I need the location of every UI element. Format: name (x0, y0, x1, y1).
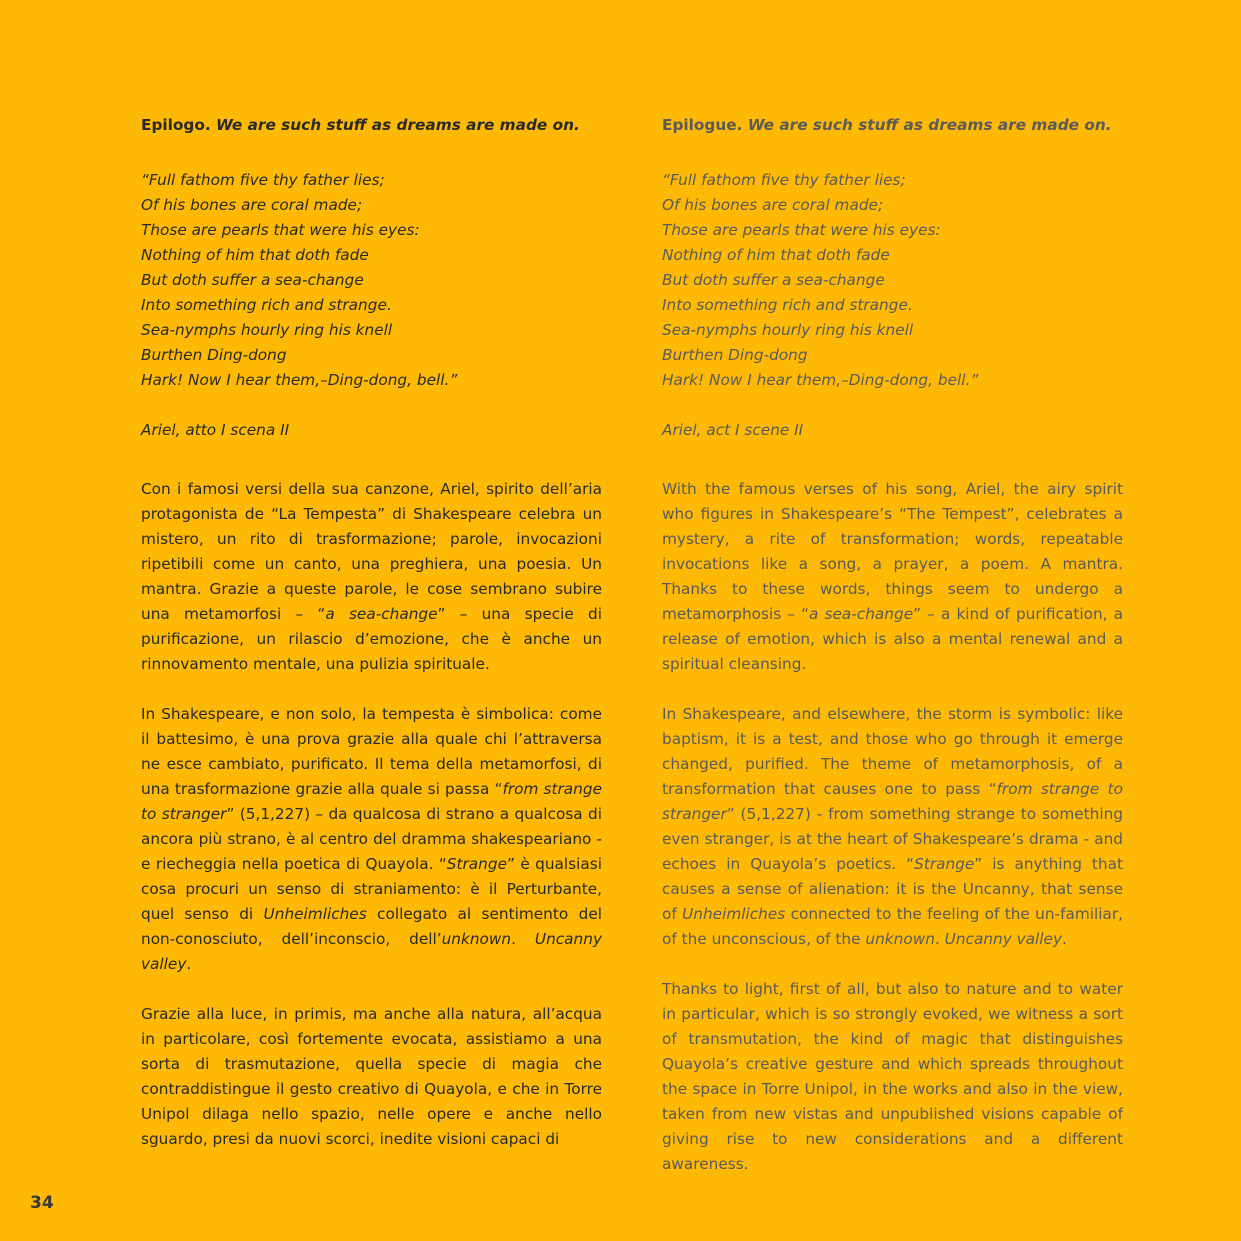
paragraph-2 (662, 702, 1123, 952)
text-run: ” – a kind of purification, a release of emotion, which is also a mental renewal and a spiritual cleansing. (662, 605, 1124, 673)
italic-run: from strange to stranger (662, 780, 1123, 823)
text-run: . (186, 955, 192, 973)
page-number: 34 (30, 1193, 54, 1213)
english-column (662, 113, 1123, 1177)
poem-line: Into something rich and strange. (141, 296, 392, 314)
text-run: . (511, 930, 535, 948)
italic-run: a sea-change (325, 605, 438, 623)
poem-line: Into something rich and strange. (662, 296, 913, 314)
poem-line: Hark! Now I hear them,–Ding-dong, bell.” (141, 371, 458, 389)
paragraph-2 (141, 702, 602, 977)
poem-line: Of his bones are coral made; (141, 196, 363, 214)
italic-run: Strange (914, 855, 975, 873)
poem-line: Nothing of him that doth fade (662, 246, 890, 264)
italic-run: unknown (441, 930, 512, 948)
poem-line: Burthen Ding-dong (141, 346, 287, 364)
poem-line: But doth suffer a sea-change (141, 271, 364, 289)
epilogue-heading (662, 113, 1123, 138)
text-run: collegato al sentimento del non-conosciuto, dell’inconscio, dell’ (141, 905, 602, 948)
poem-line: Those are pearls that were his eyes: (141, 221, 420, 239)
italian-column (141, 113, 602, 1152)
text-run: ” (5,1,227) – da qualcosa di strano a qualcosa di ancora più strano, è al centro del dramma shakespeariano - e riecheggia nella poetica di Quayola. “ (141, 805, 602, 873)
poem-line: Those are pearls that were his eyes: (662, 221, 941, 239)
italic-run: Unheimliches (263, 905, 367, 923)
poem-line: “Full fathom five thy father lies; (141, 171, 385, 189)
text-run: ” is anything that causes a sense of alienation: it is the Uncanny, that sense of (662, 855, 1123, 923)
italic-run: Uncanny valley (141, 930, 602, 973)
poem-line: Nothing of him that doth fade (141, 246, 369, 264)
epilogue-heading (141, 113, 602, 138)
poem-line: But doth suffer a sea-change (662, 271, 885, 289)
poem-line: Hark! Now I hear them,–Ding-dong, bell.” (662, 371, 979, 389)
heading-motto: We are such stuff as dreams are made on. (216, 116, 580, 134)
text-run: Con i famosi versi della sua canzone, Ariel, spirito dell’aria protagonista de “La Tempesta” di Shakespeare celebra un mistero, un rito di trasformazione; parole, invocazioni ripetibili come un canto, una preghiera, una poesia. Un mantra. Grazie a queste parole, le cose sembrano subire una metamorfosi – “ (141, 480, 602, 623)
poem (141, 168, 602, 393)
text-run: ” (5,1,227) - from something strange to something even stranger, is at the heart of Shakespeare’s drama - and echoes in Quayola’s poetics. “ (662, 805, 1123, 873)
italic-run: a sea-change (809, 605, 914, 623)
italic-run: Uncanny valley (944, 930, 1063, 948)
text-run: ” – una specie di purificazione, un rilascio d’emozione, che è anche un rinnovamento mentale, una pulizia spirituale. (141, 605, 602, 673)
poem-line: Of his bones are coral made; (662, 196, 884, 214)
text-run: . (1062, 930, 1067, 948)
poem-attribution: Ariel, atto I scena II (141, 421, 290, 439)
poem-line: Sea-nymphs hourly ring his knell (141, 321, 393, 339)
paragraph-3: Grazie alla luce, in primis, ma anche alla natura, all’acqua in particolare, così fortemente evocata, assistiamo a una sorta di trasmutazione, quella specie di magia che contraddistingue il gesto creativo di Quayola, e che in Torre Unipol dilaga nello spazio, nelle opere e anche nello sguardo, presi da nuovi scorci, inedite visioni capaci di (141, 1005, 602, 1148)
poem-line: Sea-nymphs hourly ring his knell (662, 321, 914, 339)
text-run: With the famous verses of his song, Ariel, the airy spirit who figures in Shakespeare’s “The Tempest”, celebrates a mystery, a rite of transformation; words, repeatable invocations like a song, a prayer, a poem. A mantra. Thanks to these words, things seem to undergo a metamorphosis – “ (662, 480, 1123, 623)
heading-motto: We are such stuff as dreams are made on. (747, 116, 1112, 134)
italic-run: from strange to stranger (141, 780, 602, 823)
italic-run: unknown (865, 930, 935, 948)
paragraph-1 (141, 477, 602, 677)
text-run: . (934, 930, 945, 948)
italic-run: Unheimliches (682, 905, 786, 923)
paragraph-1 (662, 477, 1123, 677)
text-run: In Shakespeare, and elsewhere, the storm is symbolic: like baptism, it is a test, and those who go through it emerge changed, purified. The theme of metamorphosis, of a transformation that causes one to pass “ (662, 705, 1123, 798)
poem-line: Burthen Ding-dong (662, 346, 808, 364)
text-run: In Shakespeare, e non solo, la tempesta è simbolica: come il battesimo, è una prova grazie alla quale chi l’attraversa ne esce cambiato, purificato. Il tema della metamorfosi, di una trasformazione grazie alla quale si passa “ (141, 705, 602, 798)
poem (662, 168, 1123, 393)
heading-label: Epilogue. (662, 116, 743, 134)
poem-attribution: Ariel, act I scene II (662, 421, 804, 439)
paragraph-3: Thanks to light, first of all, but also to nature and to water in particular, which is so strongly evoked, we witness a sort of transmutation, the kind of magic that distinguishes Quayola’s creative gesture and which spreads throughout the space in Torre Unipol, in the works and also in the view, taken from new vistas and unpublished visions capable of giving rise to new considerations and a different awareness. (662, 980, 1123, 1173)
poem-line: “Full fathom five thy father lies; (662, 171, 906, 189)
italic-run: Strange (446, 855, 507, 873)
text-run: ” è qualsiasi cosa procuri un senso di straniamento: è il Perturbante, quel senso di (141, 855, 602, 923)
text-run: connected to the feeling of the un-familiar, of the unconscious, of the (662, 905, 1124, 948)
heading-label: Epilogo. (141, 116, 211, 134)
